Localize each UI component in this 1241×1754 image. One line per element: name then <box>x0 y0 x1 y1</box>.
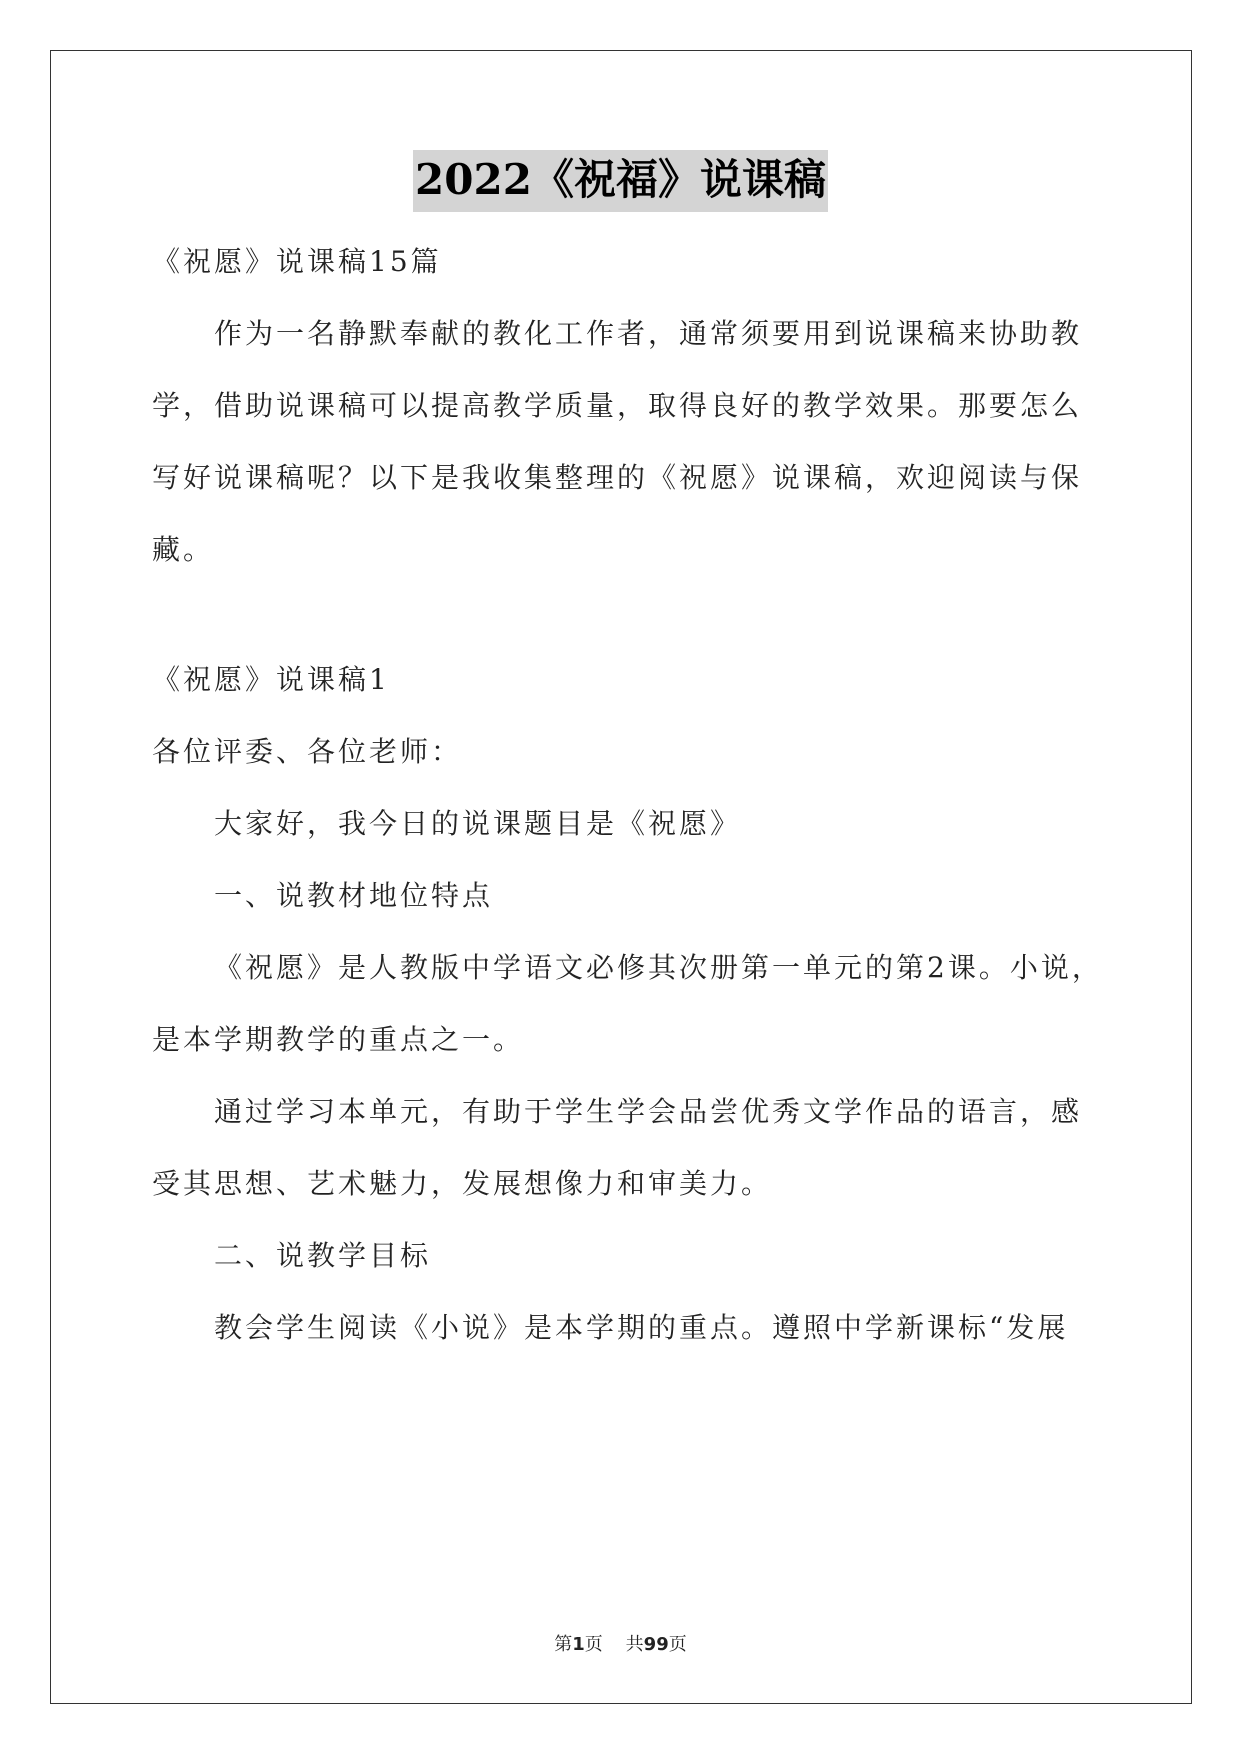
paragraph-line: 各位评委、各位老师： <box>152 735 463 768</box>
document-title: 2022《祝福》说课稿 <box>413 150 828 212</box>
paragraph-line: 《祝愿》是人教版中学语文必修其次册第一单元的第2课。小说， <box>214 951 1103 984</box>
section-heading: 《祝愿》说课稿1 <box>152 663 390 696</box>
title-container <box>0 150 1241 212</box>
paragraph-line: 教会学生阅读《小说》是本学期的重点。遵照中学新课标“发展 <box>214 1311 1069 1344</box>
paragraph-line: 大家好，我今日的说课题目是《祝愿》 <box>214 807 742 840</box>
page-suffix: 页 <box>584 1634 603 1655</box>
total-prefix: 共 <box>625 1634 644 1655</box>
paragraph-line: 通过学习本单元，有助于学生学会品尝优秀文学作品的语言，感 <box>214 1095 1083 1128</box>
paragraph-line: 学，借助说课稿可以提高教学质量，取得良好的教学效果。那要怎么 <box>152 389 1083 422</box>
page-number: 1 <box>572 1634 585 1655</box>
paragraph-line: 受其思想、艺术魅力，发展想像力和审美力。 <box>152 1167 773 1200</box>
paragraph-line: 作为一名静默奉献的教化工作者，通常须要用到说课稿来协助教 <box>214 317 1083 350</box>
page-prefix: 第 <box>554 1634 573 1655</box>
paragraph-line: 二、说教学目标 <box>214 1239 432 1272</box>
paragraph-line: 藏。 <box>152 533 215 566</box>
paragraph-line: 写好说课稿呢？以下是我收集整理的《祝愿》说课稿，欢迎阅读与保 <box>152 461 1083 494</box>
paragraph-line: 是本学期教学的重点之一。 <box>152 1023 525 1056</box>
total-suffix: 页 <box>668 1634 687 1655</box>
paragraph-line: 一、说教材地位特点 <box>214 879 494 912</box>
subtitle: 《祝愿》说课稿15篇 <box>152 245 442 278</box>
page-footer <box>0 1630 1241 1656</box>
total-pages: 99 <box>643 1634 669 1655</box>
